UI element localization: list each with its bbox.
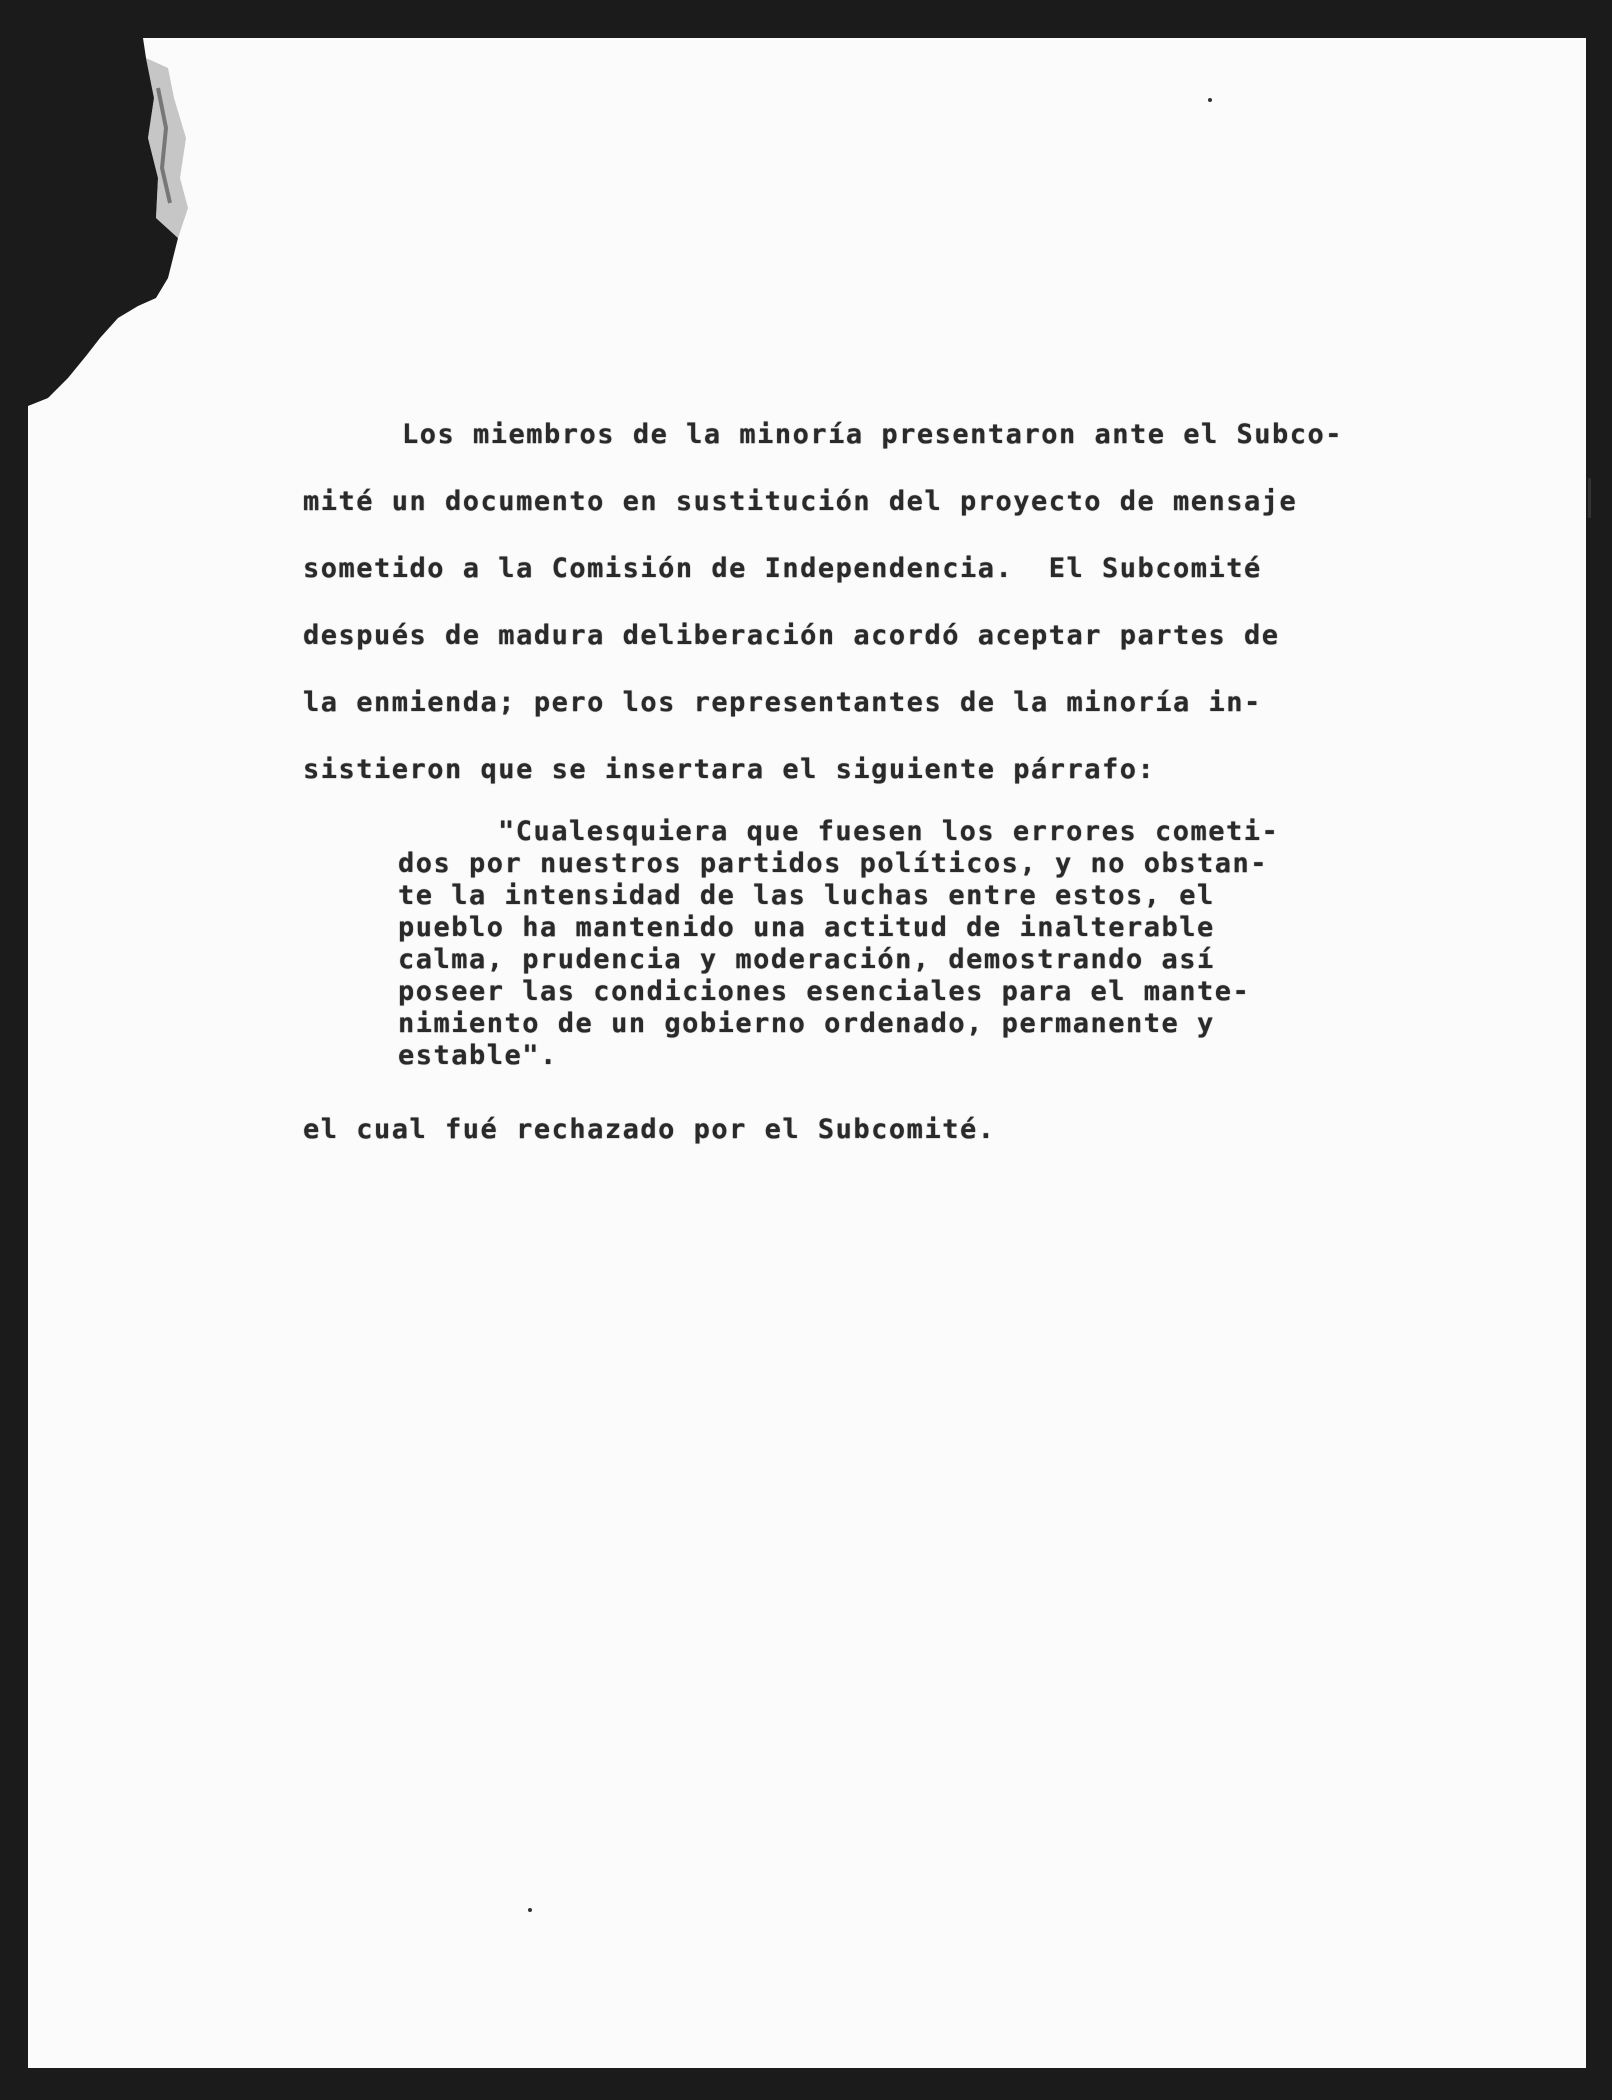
scan-speck <box>528 1908 532 1912</box>
paragraph-line: después de madura deliberación acordó aceptar partes de <box>303 620 1280 651</box>
document-page <box>28 38 1586 2068</box>
scan-speck <box>1208 98 1212 102</box>
paragraph-line: mité un documento en sustitución del proyecto de mensaje <box>303 486 1298 517</box>
torn-corner <box>28 38 328 458</box>
quote-line: calma, prudencia y moderación, demostrando así <box>398 944 1215 975</box>
quote-line: te la intensidad de las luchas entre estos, el <box>398 880 1215 911</box>
quote-line: estable". <box>398 1040 558 1071</box>
quote-line: nimiento de un gobierno ordenado, permanente y <box>398 1008 1215 1039</box>
scan-speck <box>1588 478 1591 518</box>
paragraph-line: la enmienda; pero los representantes de la minoría in- <box>303 687 1262 718</box>
closing-line: el cual fué rechazado por el Subcomité. <box>303 1114 996 1145</box>
paragraph-line: Los miembros de la minoría presentaron ante el Subco- <box>402 419 1344 450</box>
quote-line: dos por nuestros partidos políticos, y no obstan- <box>398 848 1269 879</box>
paragraph-line: sistieron que se insertara el siguiente párrafo: <box>303 754 1156 785</box>
quote-line: pueblo ha mantenido una actitud de inalterable <box>398 912 1215 943</box>
quote-line: "Cualesquiera que fuesen los errores cometi- <box>498 816 1280 847</box>
paragraph-line: sometido a la Comisión de Independencia. El Subcomité <box>303 553 1262 584</box>
quote-line: poseer las condiciones esenciales para el mante- <box>398 976 1251 1007</box>
